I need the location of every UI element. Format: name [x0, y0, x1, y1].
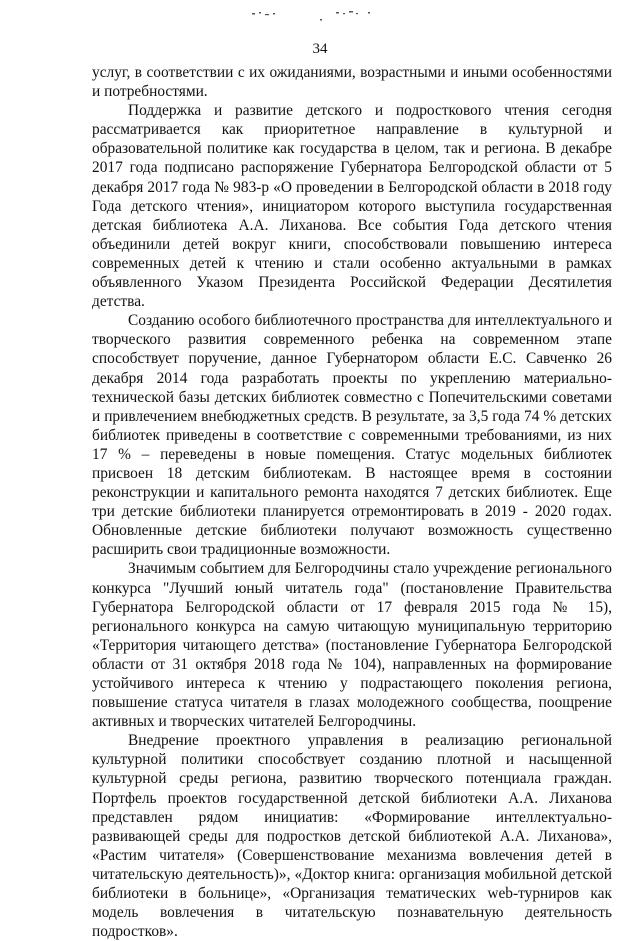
paragraph: Значимым событием для Белгородчины стало учреждение регионального конкурса "Лучший юный читатель года" (постановление Правительства Губернатора Белгородской области от 17 февраля 2015 года № 15), регионального конкурса на самую читающую муниципальную территорию «Территория читающего детства» (постановление Губернатора Белгородской области от 31 октября 2018 года № 104), направленных на формирование устойчивого интереса к чтению у подрастающего поколения региона, повышение статуса читателя в глазах молодежного сообщества, поощрение активных и творческих читателей Белгородчины.	[92, 560, 612, 731]
paragraph: Внедрение проектного управления в реализацию региональной культурной политики способствует созданию плотной и насыщенной культурной среды региона, развитию творческого потенциала граждан. Портфель проектов государственной детской библиотеки А.А. Лиханова представлен рядом инициатив: «Формирование интеллектуально-развивающей среды для подростков детской библиотекой А.А. Лиханова», «Растим читателя» (Совершенствование механизма вовлечения детей в читательскую деятельность)», «Доктор книга: организация мобильной детской библиотеки в больнице», «Организация тематических web-турниров как модель вовлечения в читательскую познавательную деятельность подростков».	[92, 732, 612, 941]
scan-artifact-marks	[250, 6, 390, 22]
body-text	[92, 63, 612, 941]
paragraph: Поддержка и развитие детского и подросткового чтения сегодня рассматривается как приоритетное направление в культурной и образовательной политике как государства в целом, так и региона. В декабре 2017 года подписано распоряжение Губернатора Белгородской области от 5 декабря 2017 года № 983-р «О проведении в Белгородской области в 2018 году Года детского чтения», инициатором которого выступила государственная детская библиотека А.А. Лиханова. Все события Года детского чтения объединили детей вокруг книги, способствовали повышению интереса современных детей к чтению и стали особенно актуальными в рамках объявленного Указом Президента Российской Федерации Десятилетия детства.	[92, 102, 612, 311]
paragraph: услуг, в соответствии с их ожиданиями, возрастными и иными особенностями и потребностями.	[92, 64, 612, 101]
paragraph: Созданию особого библиотечного пространства для интеллектуального и творческого развития современного ребенка на современном этапе способствует поручение, данное Губернатором области Е.С. Савченко 26 декабря 2014 года разработать проекты по укреплению материально-технической базы детских библиотек совместно с Попечительскими советами и привлечением внебюджетных средств. В результате, за 3,5 года 74 % детских библиотек приведены в соответствие с современными требованиями, из них 17 % – переведены в новые помещения. Статус модельных библиотек присвоен 18 детским библиотекам. В настоящее время в состоянии реконструкции и капитального ремонта находятся 7 детских библиотек. Еще три детские библиотеки планируется отремонтировать в 2019 - 2020 годах. Обновленные детские библиотеки получают возможность существенно расширить свои традиционные возможности.	[92, 312, 612, 559]
page-number: 34	[312, 41, 328, 57]
